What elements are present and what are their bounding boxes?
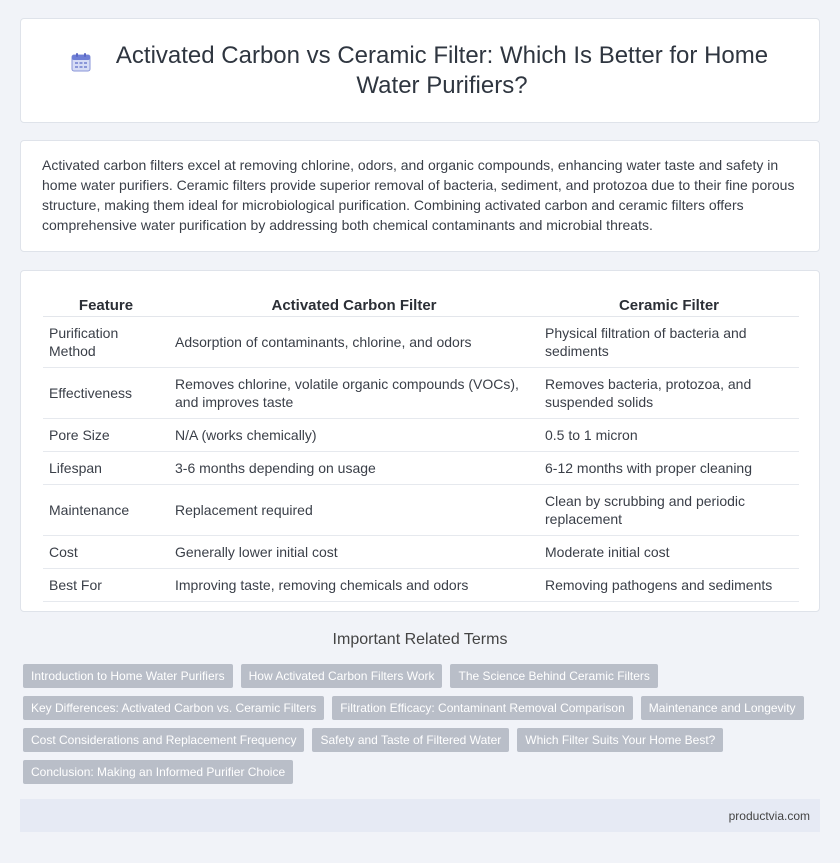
column-header: Feature bbox=[43, 293, 169, 317]
table-cell: Pore Size bbox=[43, 419, 169, 452]
table-row bbox=[43, 485, 799, 536]
table-row bbox=[43, 368, 799, 419]
related-terms-title: Important Related Terms bbox=[332, 631, 508, 648]
table-cell: 0.5 to 1 micron bbox=[539, 419, 799, 452]
table-cell: Adsorption of contaminants, chlorine, and odors bbox=[169, 317, 539, 368]
related-term-tag[interactable]: Cost Considerations and Replacement Frequency bbox=[23, 728, 304, 752]
table-cell: Removes chlorine, volatile organic compounds (VOCs), and improves taste bbox=[169, 368, 539, 419]
related-term-tag[interactable]: Introduction to Home Water Purifiers bbox=[23, 664, 233, 688]
header-card bbox=[20, 18, 820, 123]
table-cell: Generally lower initial cost bbox=[169, 536, 539, 569]
related-term-tag[interactable]: Filtration Efficacy: Contaminant Removal Comparison bbox=[332, 696, 633, 720]
table-row bbox=[43, 536, 799, 569]
table-cell: Removing pathogens and sediments bbox=[539, 569, 799, 602]
table-row bbox=[43, 452, 799, 485]
intro-text: Activated carbon filters excel at removing chlorine, odors, and organic compounds, enhancing water taste and safety in home water purifiers. Ceramic filters provide superior removal of bacteria, sediment, and protozoa due to their fine porous structure, making them ideal for microbiological purification. Combining activated carbon and ceramic filters offers comprehensive water purification by addressing both chemical contaminants and microbial threats. bbox=[42, 157, 795, 233]
table-cell: Maintenance bbox=[43, 485, 169, 536]
table-cell: Physical filtration of bacteria and sediments bbox=[539, 317, 799, 368]
related-term-tag[interactable]: Safety and Taste of Filtered Water bbox=[312, 728, 509, 752]
footer bbox=[20, 799, 820, 832]
intro-card bbox=[20, 140, 820, 252]
calendar-icon bbox=[70, 51, 92, 73]
table-cell: Improving taste, removing chemicals and odors bbox=[169, 569, 539, 602]
table-cell: 3-6 months depending on usage bbox=[169, 452, 539, 485]
table-row bbox=[43, 419, 799, 452]
related-term-tag[interactable]: Key Differences: Activated Carbon vs. Ceramic Filters bbox=[23, 696, 324, 720]
table-row bbox=[43, 569, 799, 602]
table-cell: Lifespan bbox=[43, 452, 169, 485]
table-cell: Effectiveness bbox=[43, 368, 169, 419]
table-cell: Moderate initial cost bbox=[539, 536, 799, 569]
column-header: Activated Carbon Filter bbox=[169, 293, 539, 317]
table-row bbox=[43, 317, 799, 368]
table-cell: N/A (works chemically) bbox=[169, 419, 539, 452]
page-title: Activated Carbon vs Ceramic Filter: Which Is Better for Home Water Purifiers? bbox=[115, 41, 769, 99]
table-cell: Best For bbox=[43, 569, 169, 602]
related-term-tag[interactable]: Maintenance and Longevity bbox=[641, 696, 804, 720]
table-cell: Removes bacteria, protozoa, and suspended solids bbox=[539, 368, 799, 419]
comparison-table-card bbox=[20, 270, 820, 612]
related-terms-list bbox=[23, 664, 823, 784]
related-term-tag[interactable]: How Activated Carbon Filters Work bbox=[241, 664, 443, 688]
comparison-table bbox=[43, 293, 799, 602]
related-term-tag[interactable]: Which Filter Suits Your Home Best? bbox=[517, 728, 723, 752]
table-header-row bbox=[43, 293, 799, 317]
table-cell: 6-12 months with proper cleaning bbox=[539, 452, 799, 485]
table-cell: Replacement required bbox=[169, 485, 539, 536]
table-cell: Purification Method bbox=[43, 317, 169, 368]
related-term-tag[interactable]: Conclusion: Making an Informed Purifier Choice bbox=[23, 760, 293, 784]
footer-site-link[interactable]: productvia.com bbox=[728, 808, 810, 823]
related-term-tag[interactable]: The Science Behind Ceramic Filters bbox=[450, 664, 657, 688]
table-cell: Cost bbox=[43, 536, 169, 569]
table-cell: Clean by scrubbing and periodic replacement bbox=[539, 485, 799, 536]
header-inner bbox=[70, 41, 770, 101]
column-header: Ceramic Filter bbox=[539, 293, 799, 317]
